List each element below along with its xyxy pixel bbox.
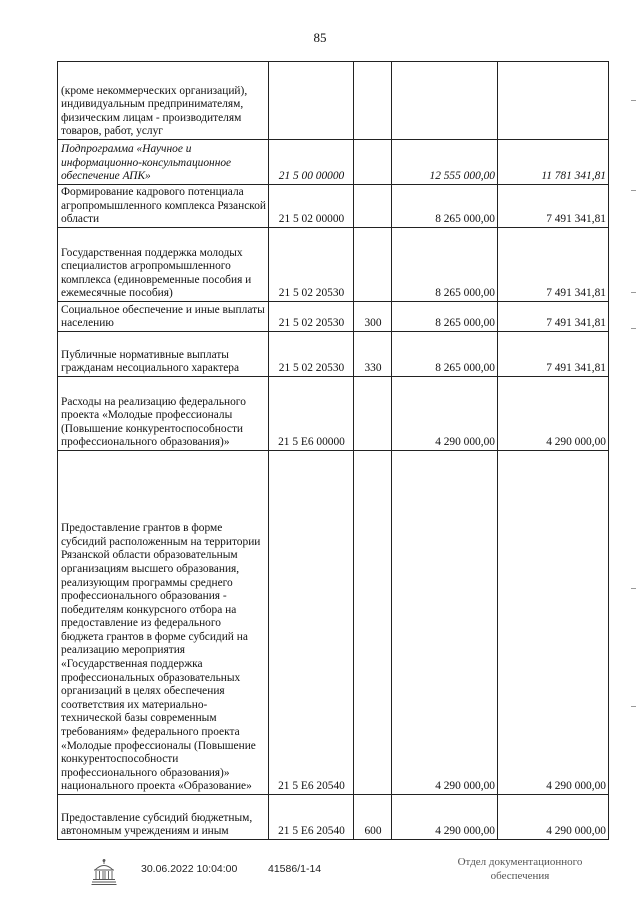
row-name: Социальное обеспечение и иные выплаты населению: [58, 302, 269, 332]
row-expense-type: [354, 451, 392, 795]
scan-edge-mark: [631, 706, 636, 707]
row-target-code: 21 5 00 00000: [269, 140, 354, 185]
row-target-code: 21 5 02 20530: [269, 302, 354, 332]
row-expense-type: [354, 228, 392, 302]
row-expense-type: [354, 377, 392, 451]
row-planned-amount: 8 265 000,00: [392, 228, 498, 302]
row-planned-amount: 4 290 000,00: [392, 795, 498, 840]
stamp-date: 30.06.2022 10:04:00: [141, 863, 238, 875]
row-name: Публичные нормативные выплаты гражданам несоциального характера: [58, 332, 269, 377]
row-actual-amount: 7 491 341,81: [498, 228, 609, 302]
row-expense-type: [354, 185, 392, 228]
scan-edge-mark: [631, 588, 636, 589]
row-target-code: 21 5 02 20530: [269, 228, 354, 302]
row-planned-amount: 8 265 000,00: [392, 332, 498, 377]
row-actual-amount: 4 290 000,00: [498, 795, 609, 840]
row-name: Расходы на реализацию федерального проекта «Молодые профессионалы (Повышение конкурентоспособности профессионального образования)»: [58, 377, 269, 451]
table-row: [58, 451, 609, 795]
row-expense-type: [354, 140, 392, 185]
row-actual-amount: 11 781 341,81: [498, 140, 609, 185]
row-expense-type: 300: [354, 302, 392, 332]
row-target-code: 21 5 E6 20540: [269, 451, 354, 795]
page-number: 85: [313, 30, 327, 45]
row-target-code: [269, 62, 354, 140]
row-expense-type: 600: [354, 795, 392, 840]
table-row: [58, 302, 609, 332]
row-planned-amount: 4 290 000,00: [392, 451, 498, 795]
row-name: Подпрограмма «Научное и информационно-консультационное обеспечение АПК»: [58, 140, 269, 185]
row-planned-amount: 4 290 000,00: [392, 377, 498, 451]
row-name: Формирование кадрового потенциала агропромышленного комплекса Рязанской области: [58, 185, 269, 228]
row-actual-amount: 4 290 000,00: [498, 377, 609, 451]
row-actual-amount: 7 491 341,81: [498, 332, 609, 377]
budget-table: [57, 61, 609, 840]
government-building-icon: [91, 858, 117, 886]
scan-edge-mark: [631, 190, 636, 191]
row-actual-amount: 7 491 341,81: [498, 185, 609, 228]
table-row: [58, 140, 609, 185]
row-name: Государственная поддержка молодых специалистов агропромышленного комплекса (единовременные пособия и ежемесячные пособия): [58, 228, 269, 302]
row-actual-amount: 4 290 000,00: [498, 451, 609, 795]
stamp-department-line2: обеспечения: [490, 870, 550, 882]
stamp-department: [440, 855, 600, 883]
table-row: [58, 228, 609, 302]
row-name: Предоставление субсидий бюджетным, автономным учреждениям и иным: [58, 795, 269, 840]
stamp-department-line1: Отдел документационного: [457, 856, 583, 868]
row-actual-amount: 7 491 341,81: [498, 302, 609, 332]
row-target-code: 21 5 E6 20540: [269, 795, 354, 840]
row-target-code: 21 5 E6 00000: [269, 377, 354, 451]
row-planned-amount: 8 265 000,00: [392, 302, 498, 332]
scan-edge-mark: [631, 100, 636, 101]
row-planned-amount: [392, 62, 498, 140]
scan-edge-mark: [631, 292, 636, 293]
row-target-code: 21 5 02 20530: [269, 332, 354, 377]
row-planned-amount: 12 555 000,00: [392, 140, 498, 185]
row-expense-type: 330: [354, 332, 392, 377]
row-actual-amount: [498, 62, 609, 140]
row-name: (кроме некоммерческих организаций), индивидуальным предпринимателям, физическим лицам - производителям товаров, работ, услуг: [58, 62, 269, 140]
scan-edge-mark: [631, 328, 636, 329]
table-row: [58, 332, 609, 377]
table-row: [58, 795, 609, 840]
row-expense-type: [354, 62, 392, 140]
table-row: [58, 62, 609, 140]
table-row: [58, 377, 609, 451]
row-planned-amount: 8 265 000,00: [392, 185, 498, 228]
document-footer: [0, 852, 640, 902]
row-target-code: 21 5 02 00000: [269, 185, 354, 228]
stamp-document-number: 41586/1-14: [268, 863, 322, 875]
table-row: [58, 185, 609, 228]
row-name: Предоставление грантов в форме субсидий расположенным на территории Рязанской области образовательным организациям высшего образования, реализующим программы среднего профессионального образования - победителям конкурсного отбора на предоставление из федерального бюджета грантов в форме субсидий на реализацию мероприятия «Государственная поддержка профессиональных образовательных организаций в целях обеспечения соответствия их материально-технической базы современным требованиям» федерального проекта «Молодые профессионалы (Повышение конкурентоспособности профессионального образования)» национального проекта «Образование»: [58, 451, 269, 795]
